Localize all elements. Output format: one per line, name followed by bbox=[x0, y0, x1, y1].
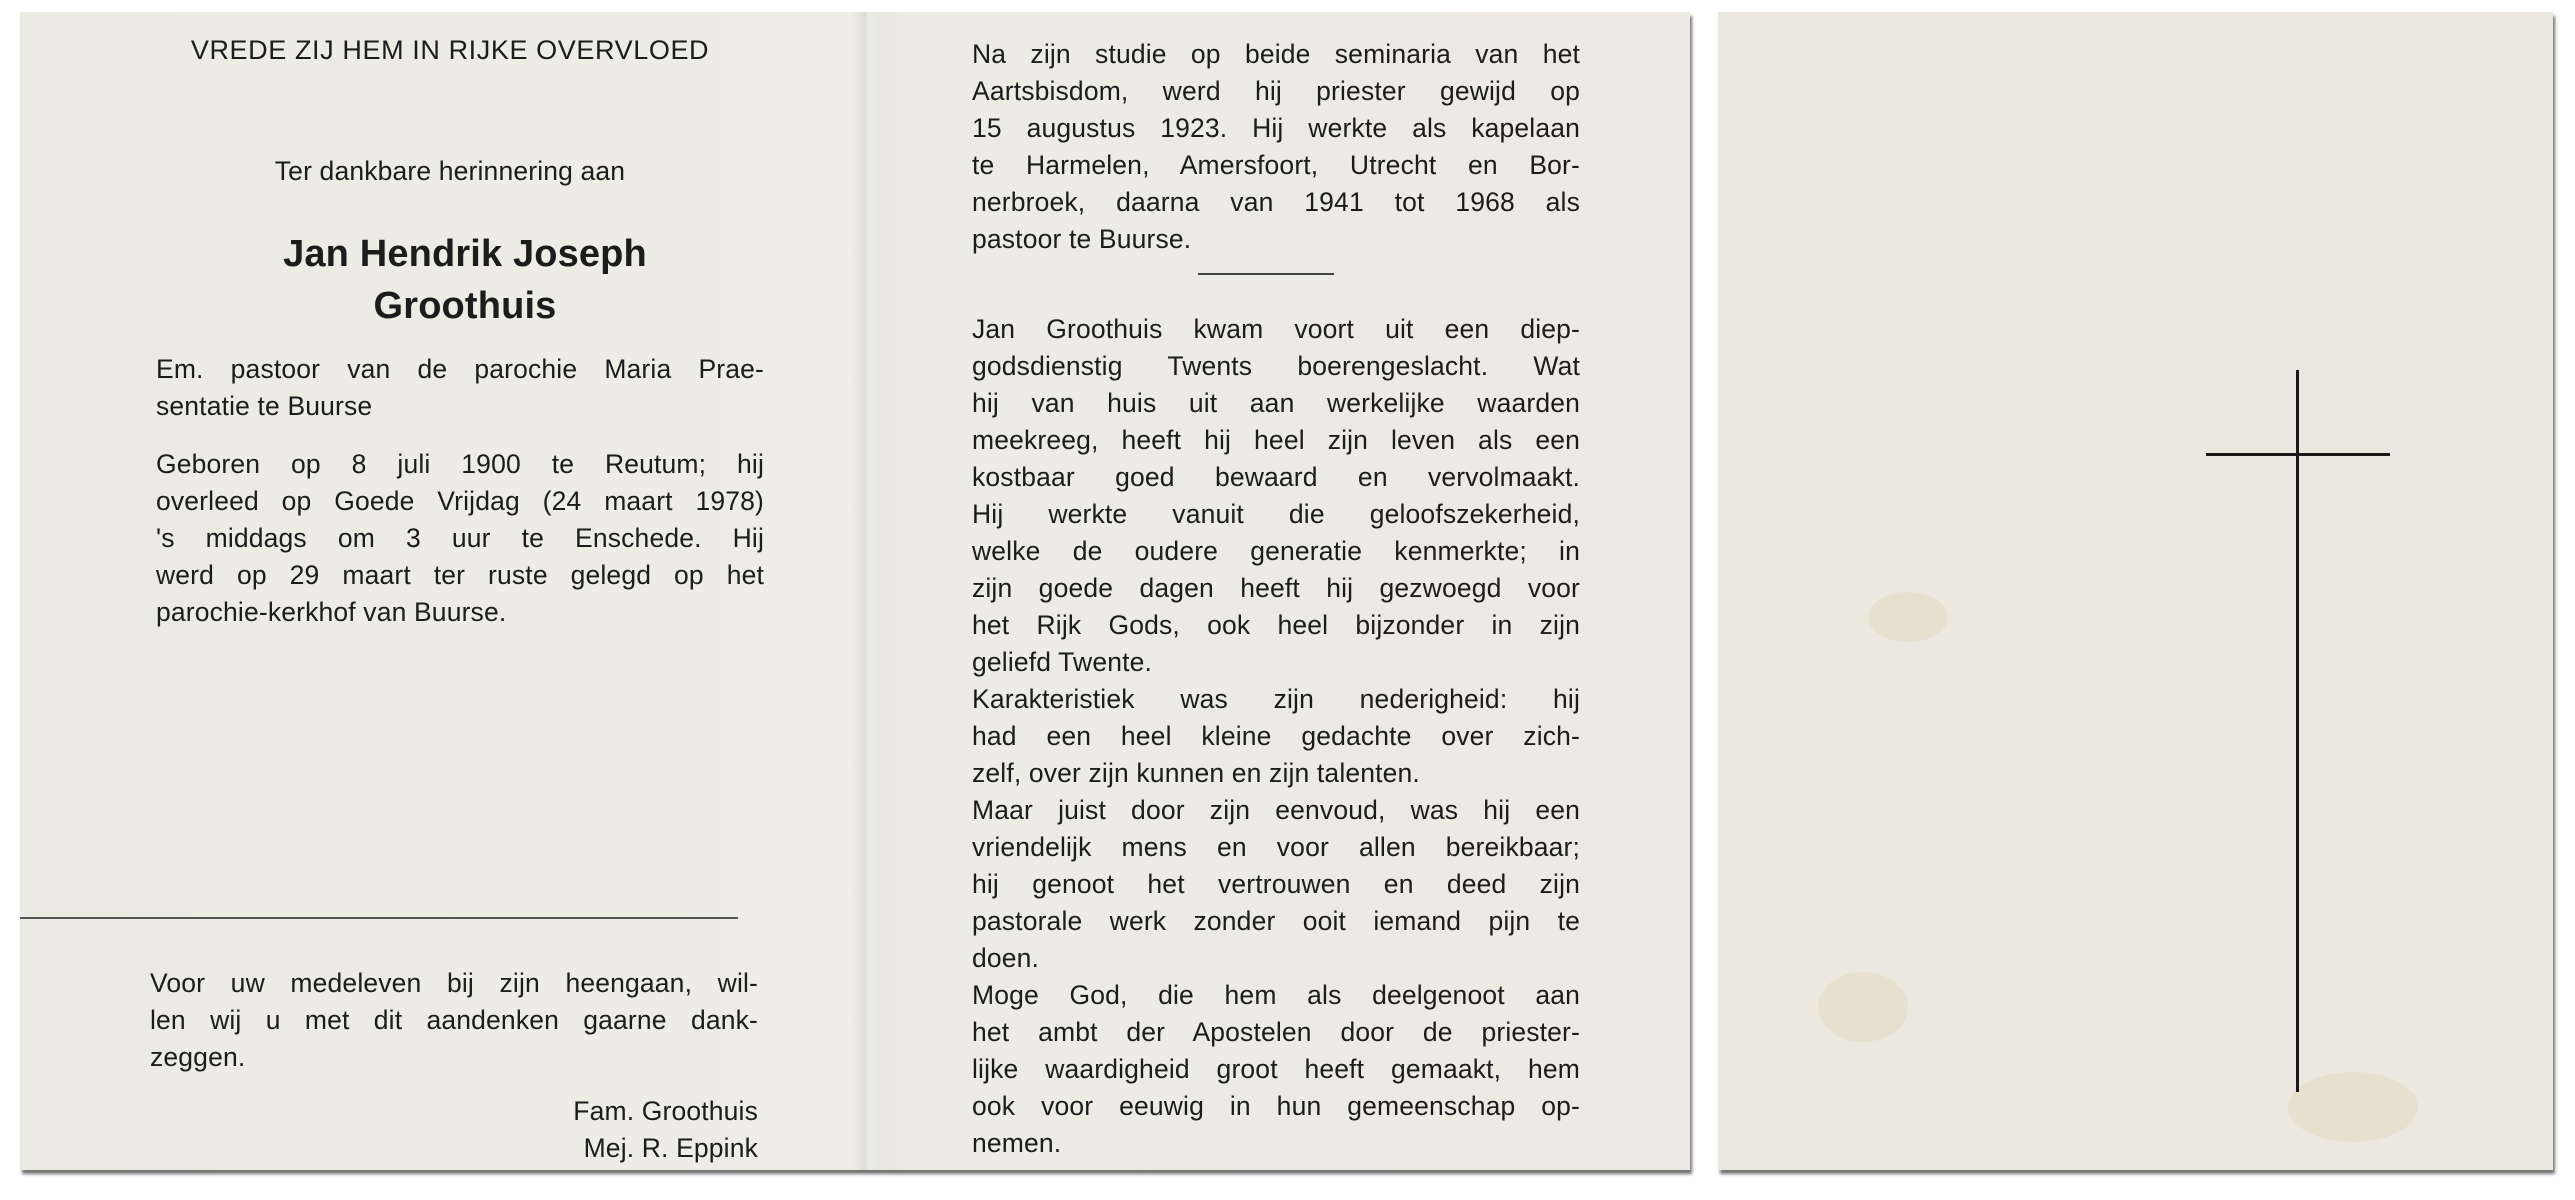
paper-stain bbox=[2288, 1072, 2418, 1142]
career-line: te Harmelen, Amersfoort, Utrecht en Bor- bbox=[972, 150, 1580, 180]
paper-stain bbox=[1818, 972, 1908, 1042]
character-line: ook voor eeuwig in hun gemeenschap op- bbox=[972, 1091, 1580, 1121]
signature-eppink: Mej. R. Eppink bbox=[583, 1133, 758, 1163]
character-line: hij genoot het vertrouwen en deed zijn bbox=[972, 869, 1580, 899]
character-line: pastorale werk zonder ooit iemand pijn te bbox=[972, 906, 1580, 936]
card-fold bbox=[850, 12, 882, 1170]
title-line: Em. pastoor van de parochie Maria Prae- bbox=[156, 354, 764, 384]
character-line: meekreeg, heeft hij heel zijn leven als een bbox=[972, 425, 1580, 455]
cross-horizontal-bar bbox=[2206, 453, 2390, 456]
paper-stain bbox=[1868, 592, 1948, 642]
character-line: godsdienstig Twents boerengeslacht. Wat bbox=[972, 351, 1580, 381]
bio-line: parochie-kerkhof van Buurse. bbox=[156, 597, 507, 627]
bio-line: overleed op Goede Vrijdag (24 maart 1978) bbox=[156, 486, 764, 516]
bio-line: werd op 29 maart ter ruste gelegd op het bbox=[156, 560, 764, 590]
career-line: nerbroek, daarna van 1941 tot 1968 als bbox=[972, 187, 1580, 217]
memorial-card-inside bbox=[20, 12, 1690, 1170]
character-line: had een heel kleine gedachte over zich- bbox=[972, 721, 1580, 751]
deceased-name-line1: Jan Hendrik Joseph bbox=[283, 233, 647, 275]
character-line: hij van huis uit aan werkelijke waarden bbox=[972, 388, 1580, 418]
card-header: VREDE ZIJ HEM IN RIJKE OVERVLOED bbox=[190, 35, 710, 65]
character-line: zelf, over zijn kunnen en zijn talenten. bbox=[972, 758, 1420, 788]
career-line: Na zijn studie op beide seminaria van het bbox=[972, 39, 1580, 69]
character-line: Jan Groothuis kwam voort uit een diep- bbox=[972, 314, 1580, 344]
career-line: 15 augustus 1923. Hij werkte als kapelaan bbox=[972, 113, 1580, 143]
character-line: doen. bbox=[972, 943, 1040, 973]
character-line: Hij werkte vanuit die geloofszekerheid, bbox=[972, 499, 1580, 529]
thanks-line: zeggen. bbox=[150, 1042, 246, 1072]
memorial-card-back bbox=[1718, 12, 2553, 1170]
career-line: Aartsbisdom, werd hij priester gewijd op bbox=[972, 76, 1580, 106]
character-line: geliefd Twente. bbox=[972, 647, 1153, 677]
character-line: Maar juist door zijn eenvoud, was hij een bbox=[972, 795, 1580, 825]
character-line: vriendelijk mens en voor allen bereikbaar; bbox=[972, 832, 1580, 862]
character-line: Moge God, die hem als deelgenoot aan bbox=[972, 980, 1580, 1010]
character-line: welke de oudere generatie kenmerkte; in bbox=[972, 536, 1580, 566]
character-line: zijn goede dagen heeft hij gezwoegd voor bbox=[972, 573, 1580, 603]
thanks-line: len wij u met dit aandenken gaarne dank- bbox=[150, 1005, 758, 1035]
career-line: pastoor te Buurse. bbox=[972, 224, 1192, 254]
intro-text: Ter dankbare herinnering aan bbox=[274, 156, 626, 186]
character-line: nemen. bbox=[972, 1128, 1062, 1158]
character-line: het ambt der Apostelen door de priester- bbox=[972, 1017, 1580, 1047]
character-line: Karakteristiek was zijn nederigheid: hij bbox=[972, 684, 1580, 714]
thanks-line: Voor uw medeleven bij zijn heengaan, wil- bbox=[150, 968, 758, 998]
character-line: kostbaar goed bewaard en vervolmaakt. bbox=[972, 462, 1580, 492]
deceased-name-line2: Groothuis bbox=[373, 285, 557, 327]
character-line: het Rijk Gods, ook heel bijzonder in zijn bbox=[972, 610, 1580, 640]
bio-line: 's middags om 3 uur te Enschede. Hij bbox=[156, 523, 764, 553]
cross-vertical-bar bbox=[2296, 370, 2299, 1092]
title-line: sentatie te Buurse bbox=[156, 391, 373, 421]
character-line: lijke waardigheid groot heeft gemaakt, hem bbox=[972, 1054, 1580, 1084]
bio-line: Geboren op 8 juli 1900 te Reutum; hij bbox=[156, 449, 764, 479]
signature-family: Fam. Groothuis bbox=[573, 1096, 758, 1126]
short-divider bbox=[1198, 273, 1334, 275]
divider-line bbox=[20, 917, 738, 919]
